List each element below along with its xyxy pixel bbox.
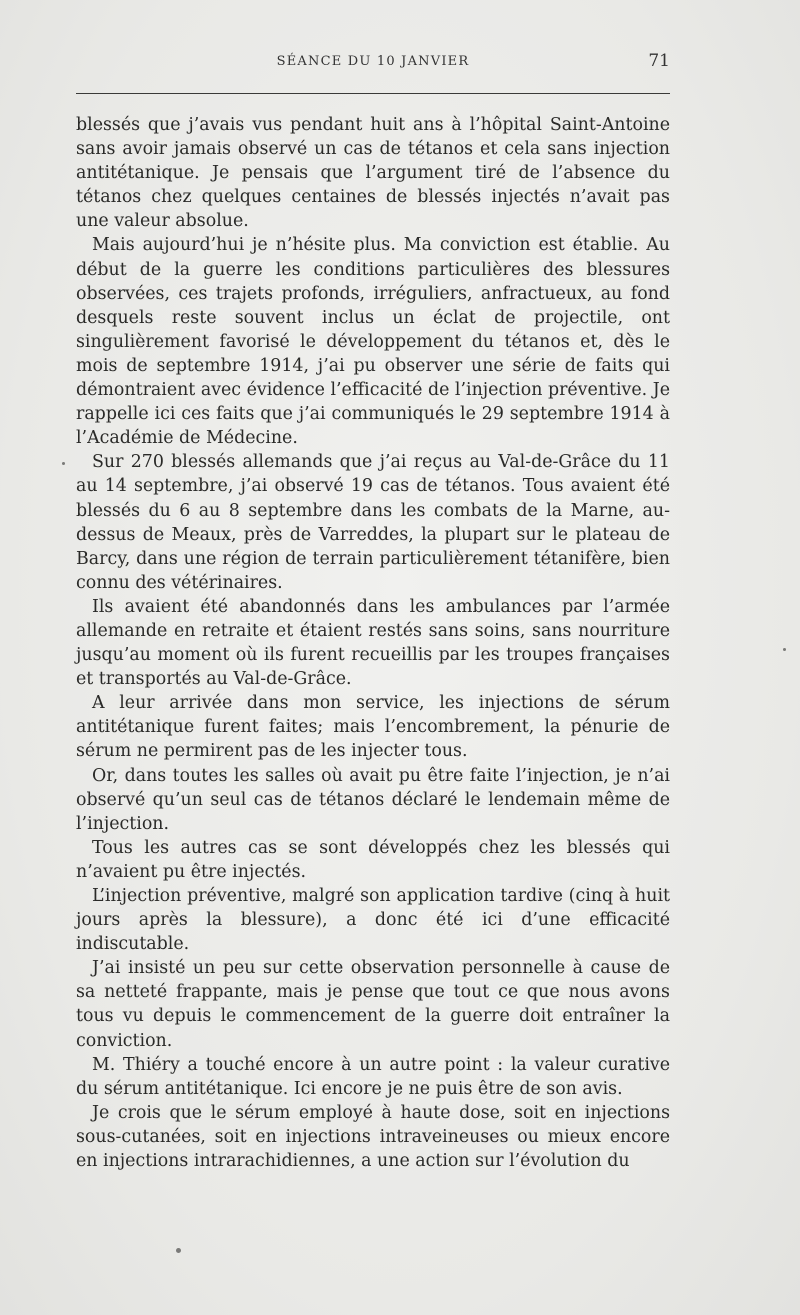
paragraph: Sur 270 blessés allemands que j’ai reçus au Val-de-Grâce du 11 au 14 septembre, j’ai observé 19 cas de tétanos. Tous avaient été blessés du 6 au 8 septembre dans les combats de la Marne, au-dessus de Meaux, près de Varreddes, la plupart sur le plateau de Barcy, dans une région de terrain particulièrement tétanifère, bien connu des vétérinaires. bbox=[76, 452, 670, 593]
paper-speck bbox=[62, 462, 65, 465]
paper-speck bbox=[783, 648, 786, 651]
page-header bbox=[76, 50, 670, 78]
paragraph: Je crois que le sérum employé à haute dose, soit en injections sous-cutanées, soit en injections intraveineuses ou mieux encore en injections intrarachidiennes, a une action sur l’évolution du bbox=[76, 1102, 670, 1172]
paragraph: blessés que j’avais vus pendant huit ans à l’hôpital Saint-Antoine sans avoir jamais observé un cas de tétanos et cela sans injection antitétanique. Je pensais que l’argument tiré de l’absence du tétanos chez quelques centaines de blessés injectés n’avait pas une valeur absolue. bbox=[76, 115, 670, 232]
paragraph: L’injection préventive, malgré son application tardive (cinq à huit jours après la blessure), a donc été ici d’une efficacité indiscutable. bbox=[76, 886, 670, 955]
paragraph: Tous les autres cas se sont développés chez les blessés qui n’avaient pu être injectés. bbox=[76, 837, 670, 882]
paragraph: M. Thiéry a touché encore à un autre point : la valeur curative du sérum antitétanique. Ici encore je ne puis être de son avis. bbox=[76, 1054, 670, 1099]
paragraph: Mais aujourd’hui je n’hésite plus. Ma conviction est établie. Au début de la guerre les conditions particulières des blessures observées, ces trajets profonds, irréguliers, anfractueux, au fond desquels reste souvent inclus un éclat de projectile, ont singulièrement favorisé le développement du tétanos et, dès le mois de septembre 1914, j’ai pu observer une série de faits qui démontraient avec évidence l’efficacité de l’injection préventive. Je rappelle ici ces faits que j’ai communiqués le 29 septembre 1914 à l’Académie de Médecine. bbox=[76, 235, 670, 449]
paragraph: Or, dans toutes les salles où avait pu être faite l’injection, je n’ai observé qu’un seul cas de tétanos déclaré le lendemain même de l’injection. bbox=[76, 765, 670, 834]
paragraph: A leur arrivée dans mon service, les injections de sérum antitétanique furent faites; mais l’encombrement, la pénurie de sérum ne permirent pas de les injecter tous. bbox=[76, 693, 670, 762]
header-rule bbox=[76, 93, 670, 94]
page-number: 71 bbox=[648, 51, 670, 71]
paper-speck bbox=[176, 1248, 181, 1253]
paragraph: Ils avaient été abandonnés dans les ambulances par l’armée allemande en retraite et étaient restés sans soins, sans nourriture jusqu’au moment où ils furent recueillis par les troupes françaises et transportés au Val-de-Grâce. bbox=[76, 596, 670, 690]
running-head: SÉANCE DU 10 JANVIER bbox=[276, 54, 470, 69]
paragraph: J’ai insisté un peu sur cette observation personnelle à cause de sa netteté frappante, mais je pense que tout ce que nous avons tous vu depuis le commencement de la guerre doit entraîner la conviction. bbox=[76, 958, 670, 1051]
body-text bbox=[76, 113, 670, 1173]
